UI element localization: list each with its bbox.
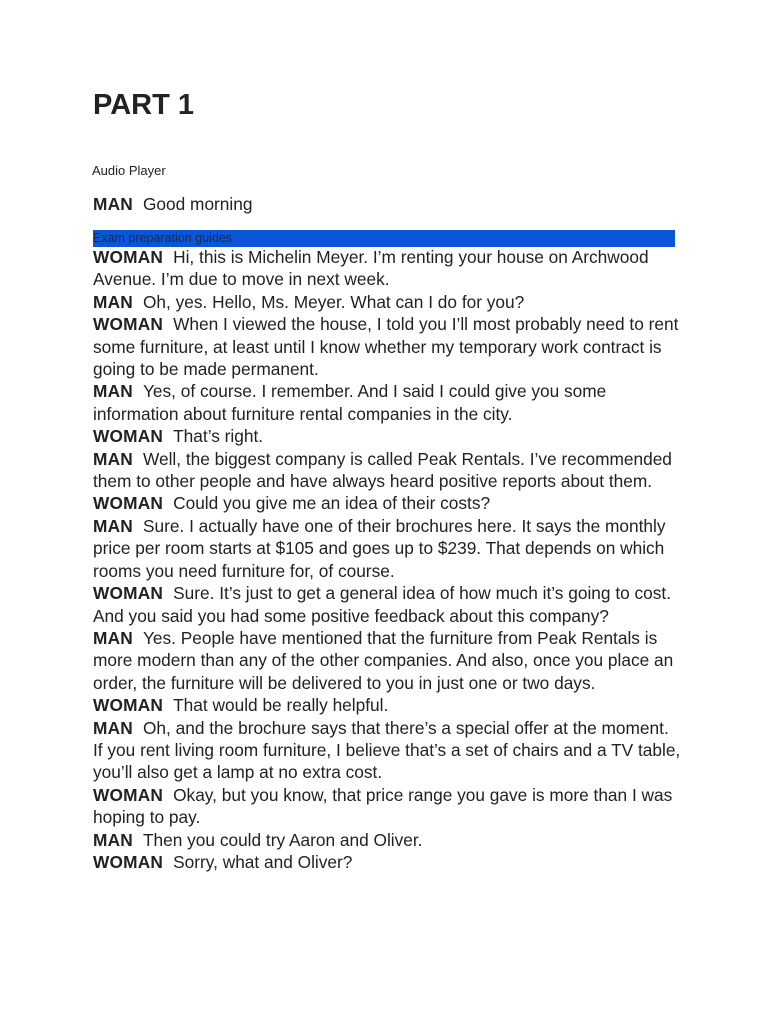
- speaker-label: WOMAN: [93, 695, 164, 716]
- transcript-line: [93, 313, 683, 380]
- speaker-label: WOMAN: [93, 247, 164, 267]
- speaker-label: MAN: [93, 717, 133, 738]
- transcript-line: [93, 291, 683, 313]
- ad-banner[interactable]: Exam preparation guides: [93, 230, 675, 247]
- dialogue-text: Good morning: [142, 194, 253, 214]
- speaker-label: WOMAN: [93, 493, 164, 514]
- dialogue-text: When I viewed the house, I told you I’ll most probably need to rent some furniture, at least until I know whether my temporary work contract is going to be made permanent.: [93, 314, 679, 380]
- transcript-line: [93, 246, 683, 291]
- dialogue-text: Sure. I actually have one of their brochures here. It says the monthly price per room starts at $105 and goes up to $239. That depends on which rooms you need furniture for, of course.: [93, 515, 666, 581]
- speaker-label: MAN: [93, 448, 133, 469]
- speaker-label: WOMAN: [93, 314, 164, 335]
- page-title: PART 1: [93, 89, 194, 121]
- speaker-label: MAN: [93, 829, 133, 850]
- speaker-label: MAN: [93, 627, 133, 648]
- dialogue-text: Oh, and the brochure says that there’s a special offer at the moment. If you rent living room furniture, I believe that’s a set of chairs and a TV table, you’ll also get a lamp at no extra cost.: [93, 717, 681, 783]
- speaker-label: MAN: [93, 515, 133, 536]
- transcript-line: [93, 829, 683, 851]
- dialogue-text: That’s right.: [173, 426, 264, 447]
- speaker-label: WOMAN: [93, 426, 164, 447]
- dialogue-text: Hi, this is Michelin Meyer. I’m renting your house on Archwood Avenue. I’m due to move in next week.: [93, 247, 649, 290]
- transcript-line: [93, 582, 683, 627]
- speaker-label: WOMAN: [93, 851, 164, 872]
- transcript-line: [93, 784, 683, 829]
- speaker-label: WOMAN: [93, 784, 164, 805]
- transcript-line: [93, 380, 683, 425]
- transcript-line: [93, 515, 683, 582]
- transcript-line: [93, 627, 683, 694]
- dialogue-text: Okay, but you know, that price range you gave is more than I was hoping to pay.: [93, 784, 673, 828]
- transcript-first-line: [93, 193, 693, 215]
- dialogue-text: Oh, yes. Hello, Ms. Meyer. What can I do for you?: [142, 291, 525, 312]
- transcript-line: [93, 717, 683, 784]
- transcript-line: [93, 694, 683, 716]
- transcript: [93, 246, 683, 873]
- transcript-line: [93, 492, 683, 514]
- dialogue-text: Sure. It’s just to get a general idea of how much it’s going to cost. And you said you had some positive feedback about this company?: [93, 583, 672, 626]
- dialogue-text: Well, the biggest company is called Peak Rentals. I’ve recommended them to other people and have always heard positive reports about them.: [93, 448, 672, 492]
- dialogue-text: Could you give me an idea of their costs?: [173, 493, 491, 514]
- transcript-line: [93, 425, 683, 447]
- transcript-line: [93, 193, 693, 215]
- speaker-label: WOMAN: [93, 583, 164, 604]
- dialogue-text: Yes, of course. I remember. And I said I could give you some information about furniture rental companies in the city.: [93, 381, 607, 424]
- dialogue-text: Then you could try Aaron and Oliver.: [142, 829, 423, 850]
- transcript-line: [93, 448, 683, 493]
- speaker-label: MAN: [93, 381, 133, 402]
- speaker-label: MAN: [93, 291, 133, 312]
- transcript-line: [93, 851, 683, 873]
- dialogue-text: Sorry, what and Oliver?: [173, 851, 353, 872]
- audio-player[interactable]: Audio Player: [92, 163, 166, 178]
- speaker-label: MAN: [93, 194, 133, 214]
- dialogue-text: That would be really helpful.: [173, 695, 389, 716]
- dialogue-text: Yes. People have mentioned that the furniture from Peak Rentals is more modern than any of the other companies. And also, once you place an order, the furniture will be delivered to you in just one or two days.: [93, 627, 674, 693]
